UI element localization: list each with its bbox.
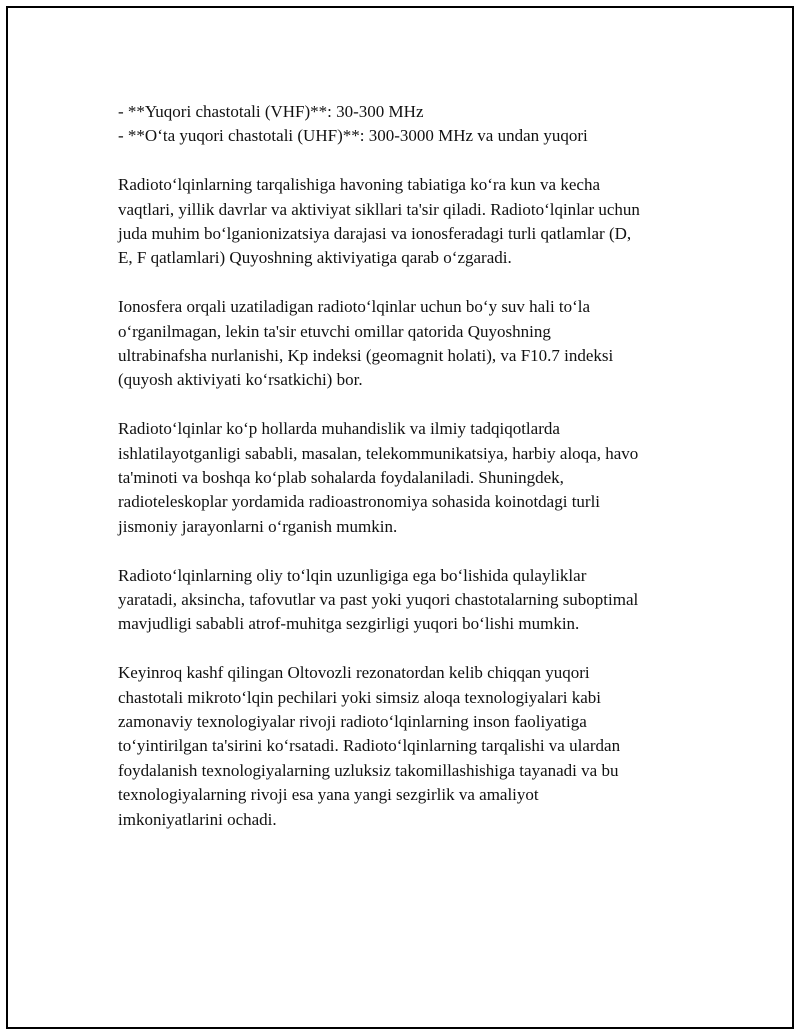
paragraph-line: juda muhim bo‘lganionizatsiya darajasi va ionosferadagi turli qatlamlar (D, — [118, 224, 632, 244]
document-body — [118, 100, 678, 832]
paragraph-line: vaqtlari, yillik davrlar va aktiviyat sikllari ta'sir qiladi. Radioto‘lqinlar uchun — [118, 199, 640, 219]
paragraph-line: ishlatilayotganligi sababli, masalan, telekommunikatsiya, harbiy aloqa, havo — [118, 443, 639, 463]
paragraph-line: Keyinroq kashf qilingan Oltovozli rezonatordan kelib chiqqan yuqori — [118, 663, 590, 683]
paragraph-line: Ionosfera orqali uzatiladigan radioto‘lqinlar uchun bo‘y suv hali to‘la — [118, 297, 591, 317]
paragraph-line: texnologiyalarning rivoji esa yana yangi sezgirlik va amaliyot — [118, 785, 539, 805]
paragraph-applications — [118, 417, 678, 539]
paragraph-line: jismoniy jarayonlarni o‘rganish mumkin. — [118, 516, 398, 536]
paragraph-line: zamonaviy texnologiyalar rivoji radioto‘lqinlarning inson faoliyatiga — [118, 712, 587, 732]
paragraph-line: imkoniyatlarini ochadi. — [118, 809, 277, 829]
paragraph-line: Radioto‘lqinlarning oliy to‘lqin uzunligiga ega bo‘lishida qulayliklar — [118, 565, 587, 585]
paragraph-line: (quyosh aktiviyati ko‘rsatkichi) bor. — [118, 370, 363, 390]
paragraph-modern-tech — [118, 661, 678, 832]
list-item-vhf: - **Yuqori chastotali (VHF)**: 30-300 MHz — [118, 102, 424, 121]
paragraph-line: Radioto‘lqinlar ko‘p hollarda muhandislik va ilmiy tadqiqotlarda — [118, 419, 560, 439]
paragraph-line: ultrabinafsha nurlanishi, Kp indeksi (geomagnit holati), va F10.7 indeksi — [118, 346, 614, 366]
paragraph-line: chastotali mikroto‘lqin pechilari yoki simsiz aloqa texnologiyalari kabi — [118, 687, 601, 707]
frequency-list — [118, 100, 678, 149]
paragraph-line: Radioto‘lqinlarning tarqalishiga havoning tabiatiga ko‘ra kun va kecha — [118, 175, 600, 195]
paragraph-line: foydalanish texnologiyalarning uzluksiz takomillashishiga tayanadi va bu — [118, 760, 619, 780]
paragraph-ionosphere — [118, 295, 678, 393]
list-item-uhf: - **O‘ta yuqori chastotali (UHF)**: 300-3000 MHz va undan yuqori — [118, 126, 588, 146]
paragraph-wavelength — [118, 564, 678, 637]
paragraph-line: mavjudligi sababli atrof-muhitga sezgirligi yuqori bo‘lishi mumkin. — [118, 614, 580, 634]
paragraph-line: ta'minoti va boshqa ko‘plab sohalarda foydalaniladi. Shuningdek, — [118, 468, 564, 488]
paragraph-line: yaratadi, aksincha, tafovutlar va past yoki yuqori chastotalarning suboptimal — [118, 590, 639, 610]
paragraph-line: E, F qatlamlari) Quyoshning aktiviyatiga qarab o‘zgaradi. — [118, 248, 512, 268]
paragraph-line: to‘yintirilgan ta'sirini ko‘rsatadi. Radioto‘lqinlarning tarqalishi va ulardan — [118, 736, 621, 756]
document-page — [6, 6, 794, 1029]
paragraph-line: radioteleskoplar yordamida radioastronomiya sohasida koinotdagi turli — [118, 492, 601, 512]
paragraph-propagation — [118, 173, 678, 271]
paragraph-line: o‘rganilmagan, lekin ta'sir etuvchi omillar qatorida Quyoshning — [118, 321, 551, 341]
